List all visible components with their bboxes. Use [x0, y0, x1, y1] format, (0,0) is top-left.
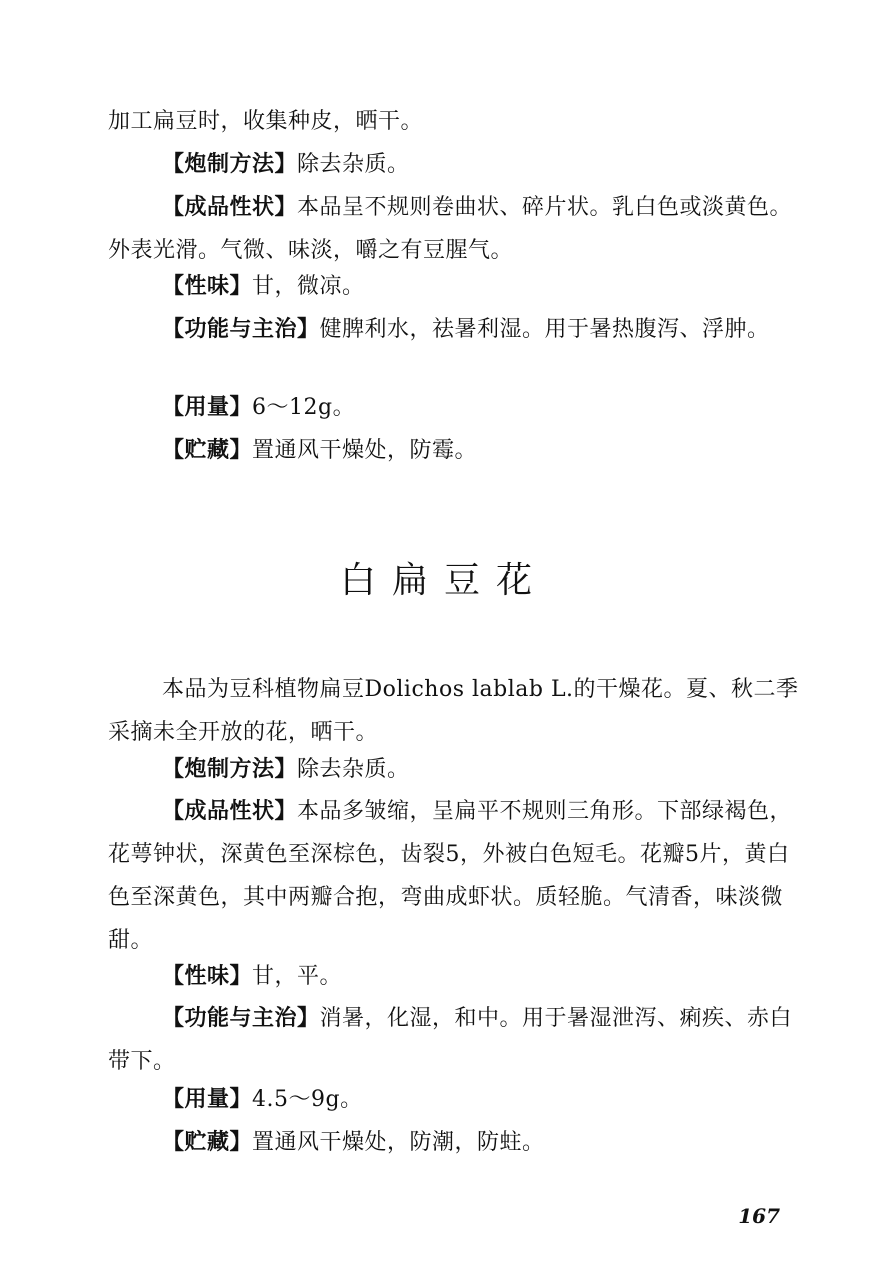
entry-text: 甘，平。	[252, 964, 343, 989]
properties-entry	[108, 790, 808, 962]
processing-entry	[108, 748, 808, 791]
storage-entry	[108, 1121, 808, 1164]
entry-text: 置通风干燥处，防潮，防蛀。	[252, 1130, 545, 1155]
dosage-entry	[108, 1078, 808, 1121]
entry-tag: 【炮制方法】	[162, 757, 298, 782]
entry-text: 消暑，化湿，和中。用于暑湿泄泻、痢疾、赤白带下。	[108, 1006, 793, 1074]
entry-text: 4.5～9g。	[252, 1087, 363, 1112]
entry-text: 6～12g。	[252, 395, 356, 420]
entry-text: 置通风干燥处，防霉。	[252, 438, 478, 463]
section-title: 白扁豆花	[339, 560, 548, 601]
function-entry	[108, 308, 808, 351]
processing-entry	[108, 143, 808, 186]
entry-text: 本品呈不规则卷曲状、碎片状。乳白色或淡黄色。外表光滑。气微、味淡，嚼之有豆腥气。	[108, 195, 793, 263]
entry-tag: 【功能与主治】	[162, 1006, 320, 1031]
function-entry	[108, 997, 808, 1083]
page-number: 167	[738, 1204, 780, 1228]
entry-tag: 【成品性状】	[162, 799, 298, 824]
entry-text: 本品多皱缩，呈扁平不规则三角形。下部绿褐色，花萼钟状，深黄色至深棕色，齿裂5，外被白色短毛。花瓣5片，黄白色至深黄色，其中两瓣合抱，弯曲成虾状。质轻脆。气清香，味淡微甜。	[108, 799, 793, 953]
taste-entry	[108, 265, 808, 308]
entry-tag: 【功能与主治】	[162, 317, 320, 342]
entry-text: 除去杂质。	[297, 757, 410, 782]
entry-tag: 【性味】	[162, 964, 253, 989]
entry-tag: 【性味】	[162, 274, 253, 299]
properties-entry	[108, 186, 808, 272]
entry-tag: 【贮藏】	[162, 438, 253, 463]
taste-entry	[108, 955, 808, 998]
entry-text: 健脾利水，祛暑利湿。用于暑热腹泻、浮肿。	[319, 317, 770, 342]
entry-tag: 【炮制方法】	[162, 152, 298, 177]
intro-entry: 本品为豆科植物扁豆Dolichos lablab L.的干燥花。夏、秋二季采摘未全开放的花，晒干。	[108, 677, 799, 745]
entry-tag: 【用量】	[162, 1087, 253, 1112]
entry-tag: 【用量】	[162, 395, 253, 420]
dosage-entry	[108, 386, 808, 429]
continued-text: 加工扁豆时，收集种皮，晒干。	[108, 109, 424, 134]
entry-text: 除去杂质。	[297, 152, 410, 177]
entry-tag: 【贮藏】	[162, 1130, 253, 1155]
entry-tag: 【成品性状】	[162, 195, 298, 220]
storage-entry	[108, 429, 808, 472]
entry-text: 甘，微凉。	[252, 274, 365, 299]
